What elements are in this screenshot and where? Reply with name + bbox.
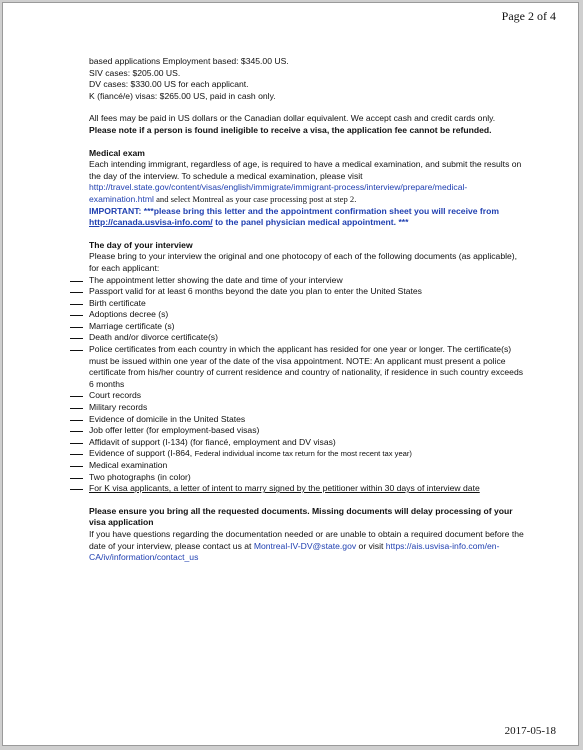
list-item: Marriage certificate (s): [89, 321, 529, 333]
important-note: IMPORTANT: ***please bring this letter and the appointment confirmation sheet you will receive from http://canada.usvisa-info.com/ to the panel physician medical appointment. ***: [89, 205, 500, 228]
blank-line: [70, 414, 83, 421]
blank-line: [70, 309, 83, 316]
blank-line: [70, 460, 83, 467]
payment-text: All fees may be paid in US dollars or the Canadian dollar equivalent. We accept cash and credit cards only.: [89, 113, 496, 124]
page-number: Page 2 of 4: [501, 9, 556, 23]
blank-line: [70, 275, 83, 282]
list-item: Medical examination: [89, 460, 529, 472]
list-item: Birth certificate: [89, 298, 529, 310]
blank-line: [70, 286, 83, 293]
fee-line: DV cases: $330.00 US for each applicant.: [89, 79, 249, 90]
blank-line: [70, 402, 83, 409]
ineligible-note: Please note if a person is found ineligible to receive a visa, the application fee cannot be refunded.: [89, 124, 492, 135]
usvisa-info-link[interactable]: http://canada.usvisa-info.com/: [89, 217, 213, 228]
fee-list: [89, 56, 529, 102]
fee-line: K (fiancé/e) visas: $265.00 US, paid in cash only.: [89, 90, 276, 101]
list-item: Evidence of support (I-864, Federal individual income tax return for the most recent tax year): [89, 448, 529, 460]
interview-intro: Please bring to your interview the original and one photocopy of each of the following documents (as applicable), for each applicant:: [89, 251, 518, 273]
contact-us-link[interactable]: https://ais.usvisa-info.com/en-CA/iv/information/contact_us: [89, 540, 500, 563]
list-item: Affidavit of support (I-134) (for fiancé, employment and DV visas): [89, 437, 529, 449]
blank-line: [70, 472, 83, 479]
document-body: [89, 56, 529, 564]
blank-line: [70, 344, 83, 351]
blank-line: [70, 425, 83, 432]
contact-email-link[interactable]: Montreal-IV-DV@state.gov: [253, 540, 357, 551]
list-item: Adoptions decree (s): [89, 309, 529, 321]
footer-date: 2017-05-18: [504, 725, 556, 737]
blank-line: [70, 483, 83, 490]
list-item: For K visa applicants, a letter of intent to marry signed by the petitioner within 30 days of interview date: [89, 483, 529, 495]
fee-line: SIV cases: $205.00 US.: [89, 67, 181, 78]
blank-line: [70, 437, 83, 444]
medical-heading: Medical exam: [89, 147, 145, 158]
list-item: Death and/or divorce certificate(s): [89, 332, 529, 344]
list-item: Court records: [89, 390, 529, 402]
medical-exam-link[interactable]: http://travel.state.gov/content/visas/english/immigrate/immigrant-process/interview/prepare/medical-examination.html: [89, 182, 468, 204]
list-item: Military records: [89, 402, 529, 414]
list-item: Police certificates from each country in which the applicant has resided for one year or longer. The certificate(s) must be issued within one year of the date of the visa appointment. NOTE: An applicant must present a police certificate from his/her country of current residence and country of nationality, if residence in such country exceeds 6 months: [89, 344, 529, 390]
interview-heading: The day of your interview: [89, 239, 193, 250]
blank-line: [70, 321, 83, 328]
blank-line: [70, 332, 83, 339]
list-item: The appointment letter showing the date and time of your interview: [89, 275, 529, 287]
fee-line: based applications Employment based: $345.00 US.: [89, 56, 289, 66]
medical-text: Each intending immigrant, regardless of age, is required to have a medical examination, and submit the results on the day of the interview. To schedule a medical examination, please visit http://travel.state.gov/content/visas/english/immigrate/immigrant-process/interview/prepare/medical-examination.html and select Montreal as your case processing post at step 2.: [89, 159, 522, 204]
blank-line: [70, 298, 83, 305]
document-page: [2, 2, 579, 746]
document-checklist: [89, 275, 529, 495]
list-item: Evidence of domicile in the United States: [89, 414, 529, 426]
closing-note: Please ensure you bring all the requested documents. Missing documents will delay processing of your visa application: [89, 505, 513, 528]
list-item: Job offer letter (for employment-based visas): [89, 425, 529, 437]
list-item: Passport valid for at least 6 months beyond the date you plan to enter the United States: [89, 286, 529, 298]
blank-line: [70, 390, 83, 397]
list-item: Two photographs (in color): [89, 472, 529, 484]
blank-line: [70, 448, 83, 455]
contact-text: If you have questions regarding the documentation needed or are unable to obtain a required document before the date of your interview, please contact us at Montreal-IV-DV@state.gov or visit https://ais.usvisa-info.com/en-CA/iv/information/contact_us: [89, 528, 524, 563]
